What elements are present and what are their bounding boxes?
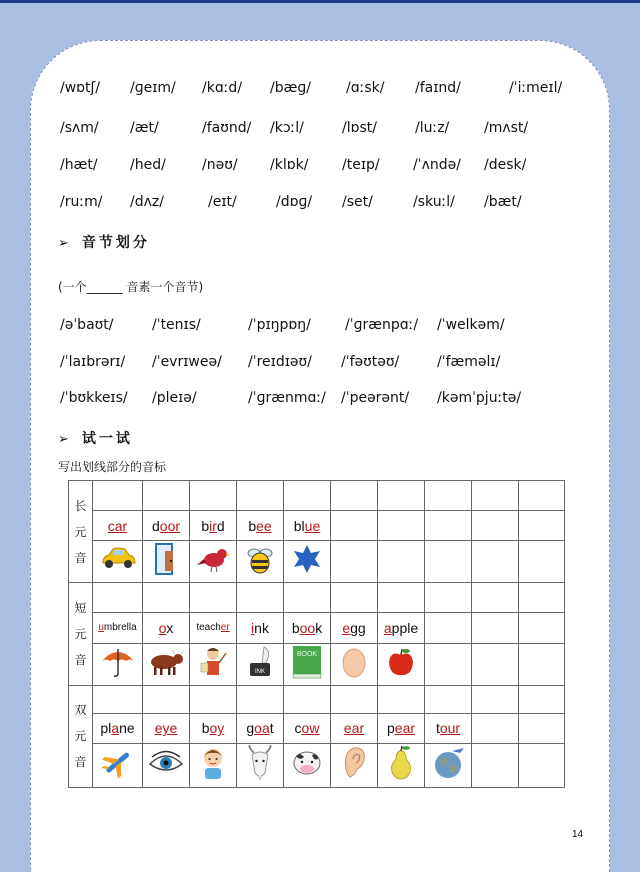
- phonetic-item: /ruːm/: [60, 194, 103, 210]
- phonetic-item: /ˈʌndə/: [413, 157, 461, 173]
- answer-cell[interactable]: [378, 685, 425, 713]
- syllable-note: [58, 278, 203, 295]
- ink-label: INK: [254, 668, 266, 675]
- answer-row: [69, 583, 565, 613]
- phonetic-item: /sʌm/: [60, 120, 99, 136]
- phonetic-item: /dʌz/: [130, 194, 164, 210]
- answer-cell[interactable]: [93, 583, 143, 613]
- answer-cell[interactable]: [190, 481, 237, 511]
- answer-cell[interactable]: [93, 685, 143, 713]
- answer-cell[interactable]: [143, 481, 190, 511]
- empty-cell: [425, 541, 472, 583]
- answer-cell[interactable]: [519, 685, 565, 713]
- answer-cell[interactable]: [472, 685, 519, 713]
- word-plane: plane: [93, 713, 143, 743]
- answer-cell[interactable]: [519, 583, 565, 613]
- syllable-item: /pleɪə/: [152, 390, 197, 406]
- phonetic-item: /ɡeɪm/: [130, 80, 176, 96]
- word-apple: apple: [378, 613, 425, 643]
- answer-cell[interactable]: [378, 481, 425, 511]
- word-bird: bird: [190, 511, 237, 541]
- umbrella-icon: [93, 643, 143, 685]
- syllable-item: /ˈwelkəm/: [437, 317, 505, 333]
- arrow-icon: ➢: [58, 432, 72, 447]
- answer-row: [69, 685, 565, 713]
- answer-cell[interactable]: [237, 481, 284, 511]
- phonetic-item: /mʌst/: [484, 120, 529, 136]
- section-heading-syllables: [58, 232, 150, 252]
- syllable-item: /ˈreɪdɪəʊ/: [248, 354, 312, 370]
- empty-cell: [519, 643, 565, 685]
- empty-cell[interactable]: [519, 713, 565, 743]
- section-title: 试一试: [81, 431, 133, 447]
- answer-cell[interactable]: [425, 481, 472, 511]
- word-ox: ox: [143, 613, 190, 643]
- fill-in-blank[interactable]: ______: [86, 280, 123, 294]
- phonetic-item: /bæt/: [484, 194, 522, 210]
- answer-cell[interactable]: [472, 583, 519, 613]
- word-egg: egg: [331, 613, 378, 643]
- note-text-before: (一个: [58, 280, 87, 294]
- bird-icon: [190, 541, 237, 583]
- empty-cell[interactable]: [519, 613, 565, 643]
- word-bee: bee: [237, 511, 284, 541]
- ink-icon: [237, 643, 284, 685]
- globe-icon: [425, 743, 472, 787]
- phonetic-item: /dɒɡ/: [276, 194, 313, 210]
- word-door: door: [143, 511, 190, 541]
- section-title: 音节划分: [81, 235, 150, 251]
- section-heading-practice: [58, 428, 133, 448]
- answer-cell[interactable]: [331, 685, 378, 713]
- empty-cell: [331, 541, 378, 583]
- answer-cell[interactable]: [143, 685, 190, 713]
- answer-cell[interactable]: [472, 481, 519, 511]
- instruction-text: 写出划线部分的音标: [58, 460, 167, 474]
- phonetic-item: /klɒk/: [270, 157, 309, 173]
- phonetic-item: /ɑːsk/: [346, 80, 385, 96]
- ear-icon: [331, 743, 378, 787]
- empty-cell: [425, 643, 472, 685]
- answer-cell[interactable]: [284, 583, 331, 613]
- answer-cell[interactable]: [143, 583, 190, 613]
- phonetic-item: /æt/: [130, 120, 159, 136]
- pear-icon: [378, 743, 425, 787]
- answer-cell[interactable]: [190, 583, 237, 613]
- phonetic-item: /hæt/: [60, 157, 98, 173]
- answer-cell[interactable]: [237, 685, 284, 713]
- phonetic-item: /teɪp/: [342, 157, 380, 173]
- word-ink: ink: [237, 613, 284, 643]
- picture-row: [69, 541, 565, 583]
- answer-cell[interactable]: [237, 583, 284, 613]
- top-border: [0, 0, 640, 3]
- empty-cell[interactable]: [425, 613, 472, 643]
- word-boy: boy: [190, 713, 237, 743]
- word-row: [69, 713, 565, 743]
- syllable-item: /kəmˈpjuːtə/: [437, 390, 522, 406]
- note-text-after: 音素一个音节): [122, 280, 204, 294]
- phonetic-item: /desk/: [484, 157, 527, 173]
- answer-cell[interactable]: [331, 583, 378, 613]
- syllable-item: /ˈevrɪweə/: [152, 354, 222, 370]
- empty-cell: [472, 743, 519, 787]
- syllable-item: /ˈpeərənt/: [341, 390, 410, 406]
- teacher-icon: [190, 643, 237, 685]
- answer-row: [69, 481, 565, 511]
- answer-cell[interactable]: [284, 481, 331, 511]
- door-icon: [143, 541, 190, 583]
- empty-cell[interactable]: [331, 511, 378, 541]
- empty-cell[interactable]: [519, 511, 565, 541]
- empty-cell[interactable]: [472, 713, 519, 743]
- empty-cell: [519, 743, 565, 787]
- empty-cell[interactable]: [378, 511, 425, 541]
- syllable-item: /ˈbʊkkeɪs/: [60, 390, 128, 406]
- word-umbrella: umbrella: [93, 613, 143, 643]
- answer-cell[interactable]: [331, 481, 378, 511]
- syllable-item: /ˈfəʊtəʊ/: [341, 354, 400, 370]
- syllable-item: /ˈlaɪbrərɪ/: [60, 354, 126, 370]
- star-icon: [284, 541, 331, 583]
- syllable-item: /əˈbaʊt/: [60, 317, 114, 333]
- arrow-icon: ➢: [58, 236, 72, 251]
- phonetic-item: /hed/: [130, 157, 166, 173]
- book-label: BOOK: [296, 650, 318, 658]
- syllable-item: /ˈfæməlɪ/: [437, 354, 501, 370]
- phonetic-item: /skuːl/: [413, 194, 455, 210]
- empty-cell: [472, 541, 519, 583]
- syllable-item: /ˈɡrænmɑː/: [248, 390, 326, 406]
- answer-cell[interactable]: [378, 583, 425, 613]
- answer-cell[interactable]: [190, 685, 237, 713]
- phonetic-item: /eɪt/: [208, 194, 237, 210]
- empty-cell: [519, 541, 565, 583]
- empty-cell[interactable]: [425, 511, 472, 541]
- plane-icon: [93, 743, 143, 787]
- bee-icon: [237, 541, 284, 583]
- phonetic-item: /kɑːd/: [202, 80, 243, 96]
- answer-cell[interactable]: [425, 583, 472, 613]
- phonetic-item: /bæɡ/: [270, 80, 311, 96]
- group-label: 短 元 音: [69, 583, 93, 685]
- car-icon: [93, 541, 143, 583]
- group-label: 长 元 音: [69, 481, 93, 583]
- word-row: [69, 613, 565, 643]
- answer-cell[interactable]: [519, 481, 565, 511]
- empty-cell[interactable]: [472, 613, 519, 643]
- phonetic-item: /wɒtʃ/: [60, 80, 100, 96]
- picture-row: [69, 643, 565, 685]
- empty-cell: [472, 643, 519, 685]
- word-tour: tour: [425, 713, 472, 743]
- phonetic-item: /faʊnd/: [202, 120, 252, 136]
- cow-icon: [284, 743, 331, 787]
- word-teacher: teacher: [190, 613, 237, 643]
- group-label: 双 元 音: [69, 685, 93, 787]
- boy-icon: [190, 743, 237, 787]
- answer-cell[interactable]: [284, 685, 331, 713]
- eye-icon: [143, 743, 190, 787]
- word-book: book: [284, 613, 331, 643]
- phonetic-item: /kɔːl/: [270, 120, 304, 136]
- phonetic-item: /nəʊ/: [202, 157, 238, 173]
- syllable-item: /ˈɡrænpɑː/: [345, 317, 419, 333]
- syllable-item: /ˈpɪŋpɒŋ/: [248, 317, 311, 333]
- answer-cell[interactable]: [425, 685, 472, 713]
- word-cow: cow: [284, 713, 331, 743]
- page-number: 14: [572, 829, 584, 840]
- word-blue: blue: [284, 511, 331, 541]
- word-eye: eye: [143, 713, 190, 743]
- word-goat: goat: [237, 713, 284, 743]
- egg-icon: [331, 643, 378, 685]
- book-icon: [284, 643, 331, 685]
- empty-cell[interactable]: [472, 511, 519, 541]
- phonetic-item: /ˈiːmeɪl/: [509, 80, 563, 96]
- picture-row: [69, 743, 565, 787]
- vowel-table: [68, 480, 565, 788]
- ox-icon: [143, 643, 190, 685]
- word-row: [69, 511, 565, 541]
- phonetic-item: /faɪnd/: [415, 80, 461, 96]
- empty-cell: [378, 541, 425, 583]
- phonetic-item: /luːz/: [415, 120, 450, 136]
- phonetic-item: /set/: [342, 194, 373, 210]
- word-car: car: [93, 511, 143, 541]
- goat-icon: [237, 743, 284, 787]
- apple-icon: [378, 643, 425, 685]
- answer-cell[interactable]: [93, 481, 143, 511]
- phonetic-item: /lɒst/: [342, 120, 377, 136]
- syllable-item: /ˈtenɪs/: [152, 317, 201, 333]
- word-ear: ear: [331, 713, 378, 743]
- word-pear: pear: [378, 713, 425, 743]
